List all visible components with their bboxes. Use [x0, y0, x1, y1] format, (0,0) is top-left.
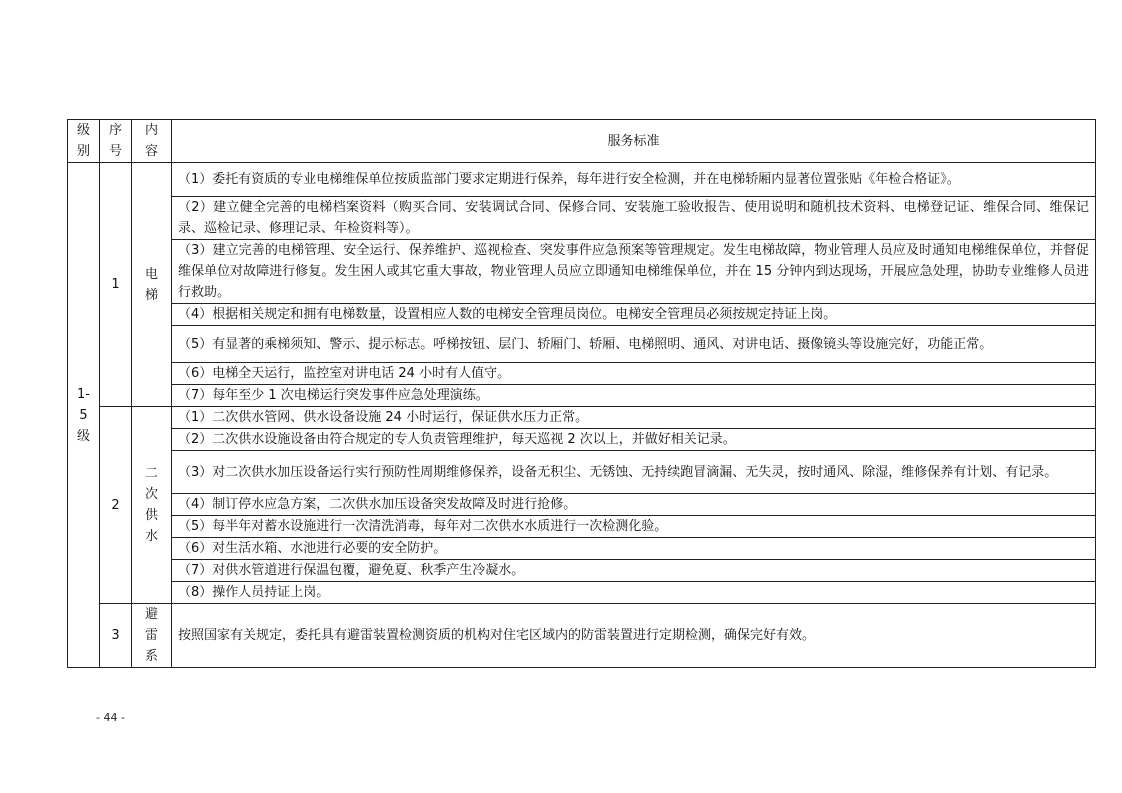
header-row: [68, 120, 1096, 163]
table-row: [68, 429, 1096, 451]
standard-item: （3）建立完善的电梯管理、安全运行、保养维护、巡视检查、突发事件应急预案等管理规定。发生电梯故障，物业管理人员应及时通知电梯维保单位，并督促维保单位对故障进行修复。发生困人或其它重大事故，物业管理人员应立即通知电梯维保单位，并在 15 分钟内到达现场，开展应急处理，协助专业维修人员进行救助。: [172, 240, 1096, 304]
table-row: [68, 240, 1096, 304]
seq-cell: 2: [100, 407, 132, 604]
table-row: [68, 604, 1096, 668]
header-level: 级别: [68, 120, 100, 163]
level-cell: 1-5级: [68, 163, 100, 668]
table-row: [68, 385, 1096, 407]
standard-item: （5）每半年对蓄水设施进行一次清洗消毒，每年对二次供水水质进行一次检测化验。: [172, 516, 1096, 538]
page-number: - 44 -: [96, 711, 125, 724]
table-row: [68, 538, 1096, 560]
content-cell: 避雷系: [132, 604, 172, 668]
table-row: [68, 451, 1096, 494]
table-row: [68, 304, 1096, 326]
standard-item: （2）建立健全完善的电梯档案资料（购买合同、安装调试合同、保修合同、安装施工验收报告、使用说明和随机技术资料、电梯登记证、维保合同、维保记录、巡检记录、修理记录、年检资料等）。: [172, 197, 1096, 240]
standard-item: （8）操作人员持证上岗。: [172, 582, 1096, 604]
table-row: [68, 326, 1096, 363]
table-row: [68, 163, 1096, 197]
standard-item: （4）根据相关规定和拥有电梯数量，设置相应人数的电梯安全管理员岗位。电梯安全管理员必须按规定持证上岗。: [172, 304, 1096, 326]
standard-item: （3）对二次供水加压设备运行实行预防性周期维修保养，设备无积尘、无锈蚀、无持续跑冒滴漏、无失灵，按时通风、除湿，维修保养有计划、有记录。: [172, 451, 1096, 494]
table-row: [68, 363, 1096, 385]
standard-item: （6）对生活水箱、水池进行必要的安全防护。: [172, 538, 1096, 560]
table-row: [68, 407, 1096, 429]
service-standard-table: [67, 119, 1096, 668]
standard-item: （1）二次供水管网、供水设备设施 24 小时运行，保证供水压力正常。: [172, 407, 1096, 429]
standard-item: （7）每年至少 1 次电梯运行突发事件应急处理演练。: [172, 385, 1096, 407]
table-row: [68, 516, 1096, 538]
standard-item: （6）电梯全天运行，监控室对讲电话 24 小时有人值守。: [172, 363, 1096, 385]
table-row: [68, 582, 1096, 604]
header-seq: 序号: [100, 120, 132, 163]
standard-item: （4）制订停水应急方案，二次供水加压设备突发故障及时进行抢修。: [172, 494, 1096, 516]
header-standard: 服务标准: [172, 120, 1096, 163]
table-row: [68, 494, 1096, 516]
content-cell: 电梯: [132, 163, 172, 407]
seq-cell: 1: [100, 163, 132, 407]
standard-item: （5）有显著的乘梯须知、警示、提示标志。呼梯按钮、层门、轿厢门、轿厢、电梯照明、通风、对讲电话、摄像镜头等设施完好，功能正常。: [172, 326, 1096, 363]
header-content: 内容: [132, 120, 172, 163]
standard-item: 按照国家有关规定，委托具有避雷装置检测资质的机构对住宅区域内的防雷装置进行定期检测，确保完好有效。: [172, 604, 1096, 668]
table-row: [68, 197, 1096, 240]
standard-item: （2）二次供水设施设备由符合规定的专人负责管理维护，每天巡视 2 次以上，并做好相关记录。: [172, 429, 1096, 451]
table-row: [68, 560, 1096, 582]
standard-item: （7）对供水管道进行保温包覆，避免夏、秋季产生冷凝水。: [172, 560, 1096, 582]
standard-item: （1）委托有资质的专业电梯维保单位按质监部门要求定期进行保养，每年进行安全检测，并在电梯轿厢内显著位置张贴《年检合格证》。: [172, 163, 1096, 197]
seq-cell: 3: [100, 604, 132, 668]
content-cell: 二次供水: [132, 407, 172, 604]
